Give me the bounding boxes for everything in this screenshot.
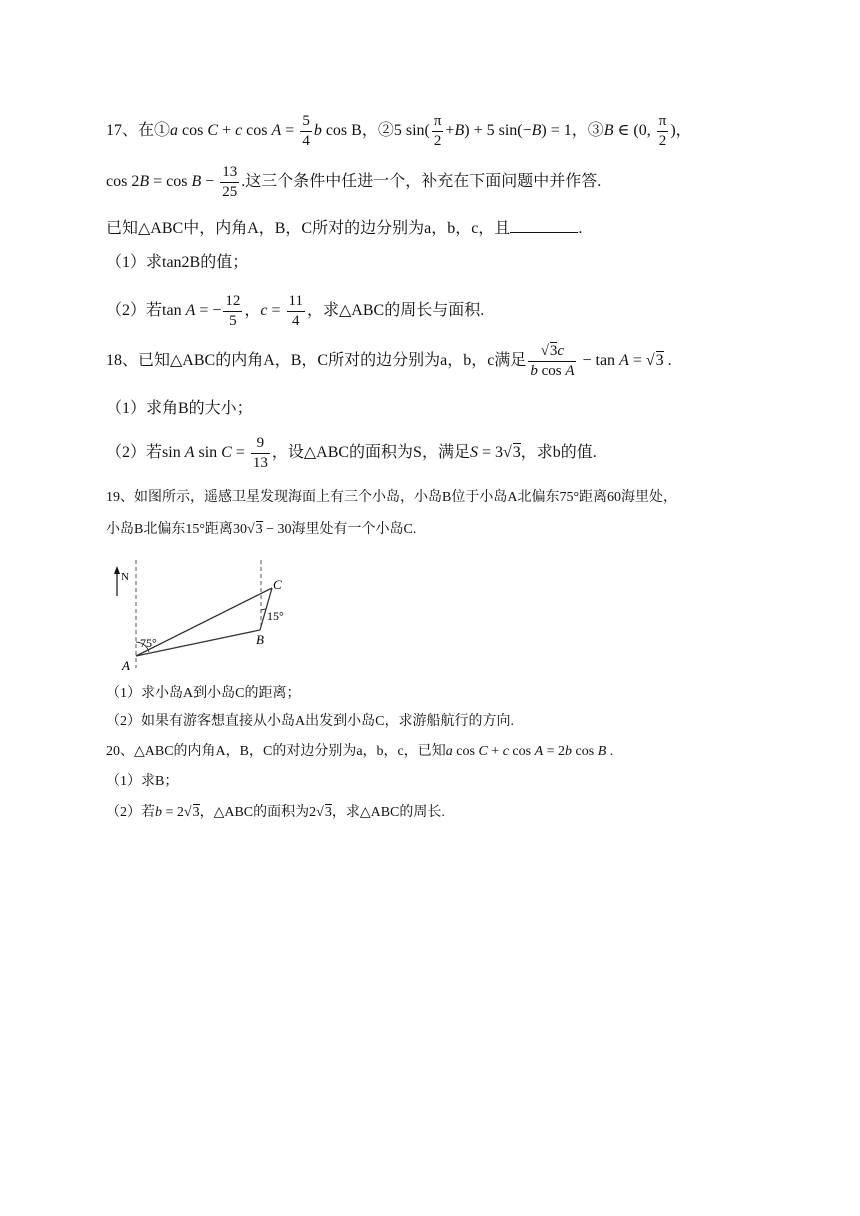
q19-part2: （2）如果有游客想直接从小岛A出发到小岛C，求游船航行的方向.: [106, 714, 514, 729]
q17-stem: 已知△ABC中，内角A，B，C所对的边分别为a，b，c，且: [106, 220, 511, 237]
q17-number: 17、在: [106, 122, 155, 140]
q20-part2-suffix: ，求△ABC的周长.: [331, 805, 445, 820]
q20-part2-mid: ，△ABC的面积为: [199, 805, 310, 820]
q17-cond2-mark: ②: [377, 122, 394, 140]
q17-part2-prefix: （2）若: [106, 302, 163, 320]
q17-stem-line: 已知△ABC中，内角A，B，C所对的边分别为a，b，c，且 .: [106, 216, 582, 240]
q18-part2-formula1: sin A sin C = $\frac{9}{13}$: [162, 435, 268, 471]
q17-cond2-formula: 5 sin( $\frac{\pi}{2}$ +B) + 5 sin(−B) = 1: [393, 113, 572, 149]
q19-line2-suffix: 海里处有一个小岛C.: [291, 522, 417, 537]
q17-line2: [106, 163, 601, 202]
q18-number: 18、已知△ABC的内角A，B，C所对的边分别为a，b，c满足: [106, 352, 527, 370]
q17-cond3-formula-cont: cos 2B = cos B − $\frac{13}{25}$: [106, 164, 238, 200]
q17-answer-blank: [510, 216, 578, 233]
q17-part2-line: [106, 292, 484, 331]
q19-part1: （1）求小岛A到小岛C的距离；: [106, 686, 301, 701]
q19-line2-prefix: 小岛B北偏东15°距离: [106, 522, 233, 537]
point-b-label: B: [256, 632, 264, 647]
q19-figure: [106, 558, 306, 678]
q20-b-formula: b = 2√3: [155, 805, 200, 820]
q19-line1: 19、如图所示，遥感卫星发现海面上有三个小岛，小岛B位于小岛A北偏东75°距离60海里处，: [106, 490, 678, 505]
north-arrow-head-icon: [114, 566, 120, 574]
q17-cond1-tail: cos B: [325, 122, 362, 140]
q20-area-formula: 2√3: [309, 805, 332, 820]
q18-part1: （1）求角B的大小；: [106, 400, 253, 417]
q20-part1: （1）求B；: [106, 774, 179, 789]
point-c-label: C: [273, 577, 282, 592]
q19-line2: [106, 520, 416, 540]
q20-line1-prefix: 20、△ABC的内角A，B，C的对边分别为a，b，c，已知: [106, 744, 446, 759]
angle-a-label: 75°: [140, 636, 157, 650]
q18-part2-prefix: （2）若: [106, 444, 163, 462]
q17-cond3-formula: B ∈ (0, $\frac{\pi}{2}$ ): [603, 113, 676, 149]
q18-part2-formula2: S = 3√3: [469, 444, 521, 462]
q17-part2-formula: tan A = − $\frac{12}{5}$ ，c = $\frac{11}{4}$: [162, 293, 303, 329]
q18-line1: [106, 342, 672, 381]
angle-b-label: 15°: [267, 609, 284, 623]
q17-part2-suffix: ，求△ABC的周长与面积.: [307, 302, 485, 320]
q17-cond1-formula: a cos C + c cos A = $\frac{5}{4}$ b: [170, 113, 322, 149]
q19-distance-formula: 30√3 − 30: [232, 522, 292, 537]
q20-part2-line: [106, 803, 445, 823]
q20-line1: [106, 742, 613, 762]
q18-part2-suffix: ，求b的值.: [520, 444, 597, 462]
q17-part1: （1）求tan2B的值；: [106, 254, 249, 271]
q17-cond1-mark: ①: [154, 122, 171, 140]
q20-formula: a cos C + c cos A = 2b cos B .: [445, 744, 614, 759]
q17-line1: 17、在①a cos C + c cos A = $\frac{5}{4}$ b cos B，②5 sin( $\frac{\pi}{2}$ +B) + 5 sin(−B) = 1，③B ∈ (0, $\frac{\pi}{2}$ )，: [106, 113, 692, 149]
point-a-label: A: [122, 658, 130, 673]
q20-part2-prefix: （2）若: [106, 805, 155, 820]
q18-formula: $\frac{√3c}{\text{b cos A}}$ − tan A = √3 .: [530, 343, 672, 379]
q17-cond3-mark: ③: [587, 122, 604, 140]
q18-part2-mid: ，设△ABC的面积为S，满足: [271, 444, 470, 462]
q18-part2-line: [106, 434, 597, 473]
north-label: N: [121, 571, 129, 583]
q17-instruction: .这三个条件中任进一个，补充在下面问题中并作答.: [241, 173, 602, 191]
